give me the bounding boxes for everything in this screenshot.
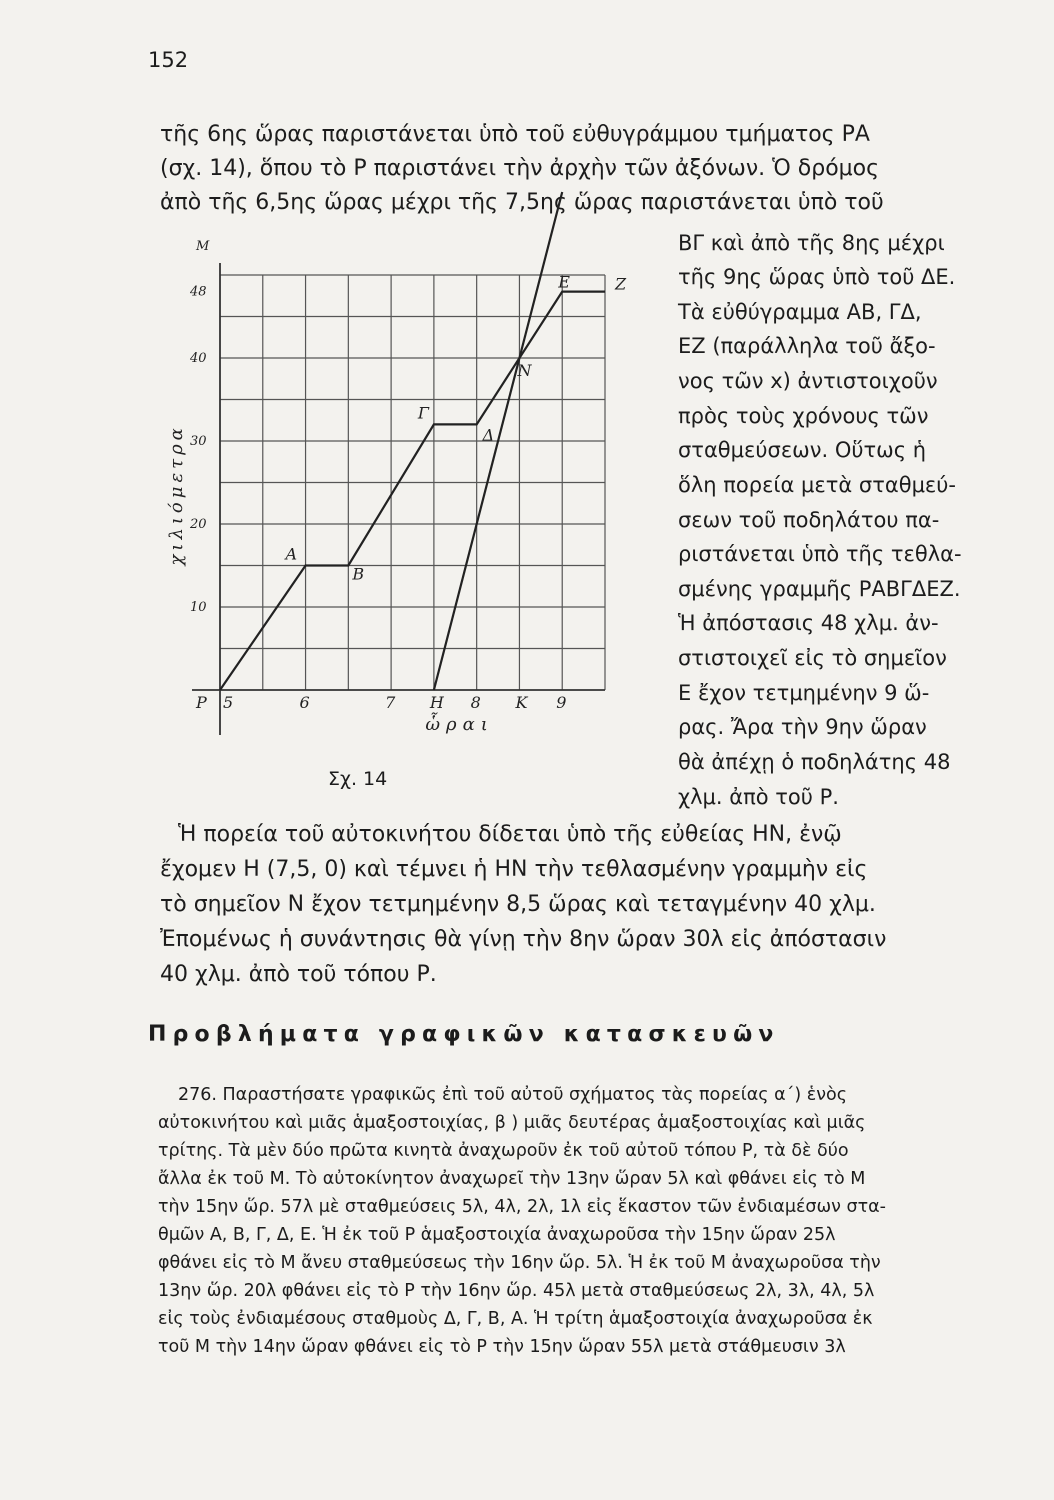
text-line: σεων τοῦ ποδηλάτου πα-: [678, 508, 940, 532]
text-line: χλμ. ἀπὸ τοῦ Ρ.: [678, 785, 839, 809]
text-line: εἰς τοὺς ἐνδιαμέσους σταθμοὺς Δ, Γ, Β, Α. Ἡ τρίτη ἁμαξοστοιχία ἀναχωροῦσα ἐκ: [158, 1309, 873, 1329]
text-line: 13ην ὥρ. 20λ φθάνει εἰς τὸ Ρ τὴν 16ην ὥρ. 45λ μετὰ σταθμεύσεως 2λ, 3λ, 4λ, 5λ: [158, 1281, 875, 1301]
text-line: ΒΓ καὶ ἀπὸ τῆς 8ης μέχρι: [678, 231, 945, 255]
x-tick-label: 6: [299, 693, 310, 712]
text-line: τῆς 6ης ὥρας παριστάνεται ὑπὸ τοῦ εὐθυγράμμου τμήματος ΡΑ: [160, 122, 870, 147]
text-line: Ε ἔχον τετμημένην 9 ὥ-: [678, 681, 930, 705]
y-tick-label: 20: [190, 517, 207, 532]
text-line: τὴν 15ην ὥρ. 57λ μὲ σταθμεύσεις 5λ, 4λ, 2λ, 1λ εἰς ἕκαστον τῶν ἐνδιαμέσων στα-: [158, 1197, 886, 1217]
y-tick-label: 30: [190, 434, 207, 449]
x-point-label-k: Κ: [515, 693, 528, 712]
point-label-n: Ν: [517, 361, 532, 380]
chart-grid: [220, 272, 605, 690]
section-heading: Προβλήματα γραφικῶν κατασκευῶν: [148, 1022, 780, 1047]
point-label-α: Α: [285, 544, 298, 564]
text-line: αὐτοκινήτου καὶ μιᾶς ἁμαξοστοιχίας, β ) μιᾶς δευτέρας ἁμαξοστοιχίας καὶ μιᾶς: [158, 1113, 866, 1133]
text-line: ρας. Ἄρα τὴν 9ην ὥραν: [678, 715, 927, 739]
x-tick-label: 9: [556, 693, 567, 712]
point-label-γ: Γ: [417, 403, 429, 423]
text-line: ἄλλα ἐκ τοῦ Μ. Τὸ αὐτοκίνητον ἀναχωρεῖ τὴν 13ην ὥραν 5λ καὶ φθάνει εἰς τὸ Μ: [158, 1169, 866, 1189]
text-line: σταθμεύσεων. Οὕτως ἡ: [678, 438, 927, 462]
point-label-β: Β: [352, 564, 365, 584]
text-line: νος τῶν x) ἀντιστοιχοῦν: [678, 369, 938, 393]
text-line: τοῦ Μ τὴν 14ην ὥραν φθάνει εἰς τὸ Ρ τὴν 15ην ὥραν 55λ μετὰ στάθμευσιν 3λ: [158, 1337, 846, 1357]
page-number: 152: [148, 48, 189, 72]
text-line: φθάνει εἰς τὸ Μ ἄνευ σταθμεύσεως τὴν 16ην ὥρ. 5λ. Ἡ ἐκ τοῦ Μ ἀναχωροῦσα τὴν: [158, 1253, 881, 1273]
x-tick-label: 7: [385, 693, 396, 712]
text-line: Ἡ πορεία τοῦ αὐτοκινήτου δίδεται ὑπὸ τῆς εὐθείας ΗΝ, ἐνῷ: [178, 822, 842, 847]
x-tick-label: 8: [470, 693, 481, 712]
chart-axes: [192, 263, 605, 735]
y-tick-label: 40: [190, 351, 207, 366]
text-line: θὰ ἀπέχῃ ὁ ποδηλάτης 48: [678, 750, 951, 774]
y-axis-title: χιλιόμετρα: [166, 424, 187, 566]
text-line: σμένης γραμμῆς ΡΑΒΓΔΕΖ.: [678, 577, 961, 601]
text-line: Ἡ ἀπόστασις 48 χλμ. ἀν-: [678, 611, 939, 635]
point-label-δ: Δ: [482, 425, 495, 445]
text-line: Τὰ εὐθύγραμμα ΑΒ, ΓΔ,: [678, 300, 922, 324]
y-axis-letter: M: [196, 239, 210, 254]
text-line: πρὸς τοὺς χρόνους τῶν: [678, 404, 929, 428]
text-line: (σχ. 14), ὅπου τὸ Ρ παριστάνει τὴν ἀρχὴν τῶν ἀξόνων. Ὁ δρόμος: [160, 156, 880, 181]
text-line: τρίτης. Τὰ μὲν δύο πρῶτα κινητὰ ἀναχωροῦν ἐκ τοῦ αὐτοῦ τόπου Ρ, τὰ δὲ δύο: [158, 1141, 849, 1161]
text-line: 40 χλμ. ἀπὸ τοῦ τόπου Ρ.: [160, 962, 437, 987]
text-line: ὅλη πορεία μετὰ σταθμεύ-: [678, 473, 957, 497]
distance-time-chart: [166, 230, 627, 830]
y-tick-label: 48: [190, 284, 207, 300]
text-line: ΕΖ (παράλληλα τοῦ ἄξο-: [678, 334, 936, 358]
x-axis-title: ὧραι: [425, 714, 494, 735]
text-line: θμῶν Α, Β, Γ, Δ, Ε. Ἡ ἐκ τοῦ Ρ ἁμαξοστοιχία ἀναχωροῦσα τὴν 15ην ὥραν 25λ: [158, 1225, 836, 1245]
figure-caption: Σχ. 14: [328, 768, 388, 790]
text-line: 276. Παραστήσατε γραφικῶς ἐπὶ τοῦ αὐτοῦ σχήματος τὰς πορείας α΄) ἑνὸς: [178, 1085, 847, 1105]
origin-label: Ρ: [196, 693, 207, 712]
point-label-ζ: Ζ: [615, 274, 627, 294]
text-line: τὸ σημεῖον Ν ἔχον τετμημένην 8,5 ὥρας καὶ τεταγμένην 40 χλμ.: [160, 892, 876, 917]
text-line: Ἐπομένως ἡ συνάντησις θὰ γίνῃ τὴν 8ην ὥραν 30λ εἰς ἀπόστασιν: [160, 927, 887, 952]
y-tick-label: 10: [190, 600, 207, 615]
text-line: ἀπὸ τῆς 6,5ης ὥρας μέχρι τῆς 7,5ης ὥρας παριστάνεται ὑπὸ τοῦ: [160, 190, 884, 215]
point-label-ε: Ε: [558, 272, 570, 292]
x-point-label-h: Η: [429, 693, 444, 712]
text-line: ἔχομεν Η (7,5, 0) καὶ τέμνει ἡ ΗΝ τὴν τεθλασμένην γραμμὴν εἰς: [160, 857, 868, 882]
text-line: ριστάνεται ὑπὸ τῆς τεθλα-: [678, 542, 962, 566]
x-tick-label: 5: [223, 693, 234, 712]
text-line: στιστοιχεῖ εἰς τὸ σημεῖον: [678, 646, 947, 670]
text-line: τῆς 9ης ὥρας ὑπὸ τοῦ ΔΕ.: [678, 265, 956, 289]
figure-14: [166, 230, 627, 830]
series-cyclist-line: [220, 292, 605, 690]
